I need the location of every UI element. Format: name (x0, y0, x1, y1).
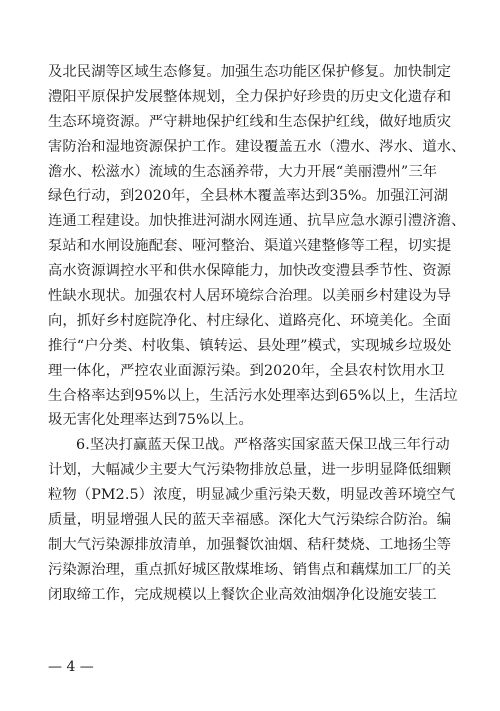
text-line: 质量，明显增强人民的蓝天幸福感。深化大气污染综合防治。编 (48, 512, 452, 529)
text-line: 计划，大幅减少主要大气污染物排放总量，进一步明显降低细颗 (48, 462, 452, 479)
text-line: 圾无害化处理率达到75%以上。 (48, 412, 253, 429)
text-line: 理一体化，严控农业面源污染。到2020年，全县农村饮用水卫 (48, 362, 445, 379)
text-line: 澧阳平原保护发展整体规划，全力保护好珍贵的历史文化遗存和 (48, 88, 452, 105)
text-line: 澹水、松滋水）流域的生态涵养带，大力开展“美丽澧州”三年 (48, 163, 438, 180)
text-line: 连通工程建设。加快推进河湖水网连通、抗旱应急水源引澧济澹、 (48, 213, 466, 230)
text-line: 绿色行动，到2020年，全县林木覆盖率达到35%。加强江河湖 (48, 188, 448, 205)
text-line: 制大气污染源排放清单，加强餐饮油烟、秸秆焚烧、工地扬尘等 (48, 536, 452, 553)
text-line: 向，抓好乡村庭院净化、村庄绿化、道路亮化、环境美化。全面 (48, 312, 452, 329)
text-line: 推行“户分类、村收集、镇转运、县处理”模式，实现城乡垃圾处 (48, 337, 452, 354)
text-line: 粒物（PM2.5）浓度，明显减少重污染天数，明显改善环境空气 (48, 487, 456, 504)
section-heading-line: 6.坚决打赢蓝天保卫战。严格落实国家蓝天保卫战三年行动 (76, 437, 450, 454)
text-line: 污染源治理，重点抓好城区散煤堆场、销售点和藕煤加工厂的关 (48, 561, 452, 578)
text-line: 泵站和水闸设施配套、哑河整治、渠道兴建整修等工程，切实提 (48, 238, 452, 255)
text-line: 害防治和湿地资源保护工作。建设覆盖五水（澧水、涔水、道水、 (48, 138, 466, 155)
body-text (48, 60, 468, 608)
text-line: 生态环境资源。严守耕地保护红线和生态保护红线，做好地质灾 (48, 113, 452, 130)
text-line: 性缺水现状。加强农村人居环境综合治理。以美丽乡村建设为导 (48, 288, 452, 305)
text-line: 高水资源调控水平和供水保障能力，加快改变澧县季节性、资源 (48, 263, 452, 280)
text-line: 生合格率达到95%以上，生活污水处理率达到65%以上，生活垃 (48, 387, 458, 404)
text-line: 及北民湖等区域生态修复。加强生态功能区保护修复。加快制定 (48, 64, 452, 80)
text-line: 闭取缔工作，完成规模以上餐饮企业高效油烟净化设施安装工 (48, 586, 437, 603)
page-number: — 4 — (48, 659, 94, 675)
